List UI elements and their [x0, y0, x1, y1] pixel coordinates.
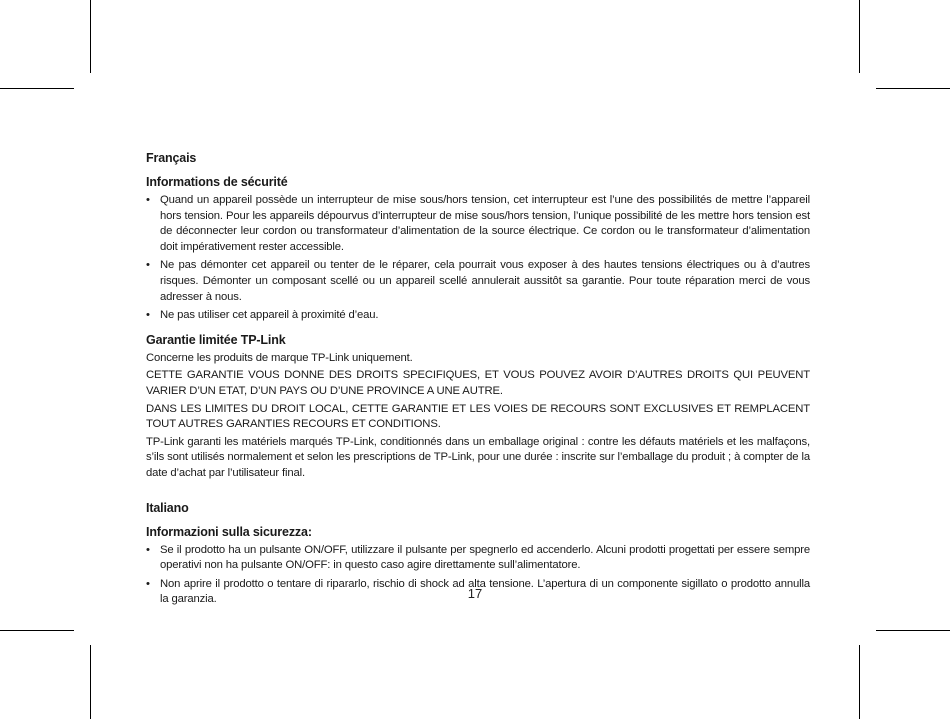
- bullet-icon: •: [146, 259, 150, 272]
- page-number: 17: [467, 586, 483, 601]
- safety-title-italiano: Informazioni sulla sicurezza:: [146, 524, 312, 539]
- bullet-icon: •: [146, 309, 150, 322]
- warranty-paragraph: TP-Link garanti les matériels marqués TP-Link, conditionnés dans un emballage original : contre les défauts matériels et les malfaçons, s’ils sont utilisés normalement et selon les prescriptions de TP-Link, pour une durée : inscrite sur l’emballage du produit ; à compter de la date d’achat par l’utilisateur final.: [146, 435, 810, 479]
- list-item: [146, 258, 810, 305]
- bullet-icon: •: [146, 543, 150, 556]
- list-item: [146, 543, 810, 574]
- section-heading-italiano: Italiano: [146, 500, 189, 515]
- crop-mark-top-right-vertical: [859, 0, 860, 73]
- section-heading-francais: Français: [146, 151, 197, 165]
- safety-title-francais: Informations de sécurité: [146, 175, 288, 189]
- crop-mark-bottom-left-horizontal: [0, 630, 74, 631]
- crop-mark-top-left-vertical: [90, 0, 91, 73]
- crop-mark-bottom-right-horizontal: [876, 630, 950, 631]
- warranty-paragraph: CETTE GARANTIE VOUS DONNE DES DROITS SPECIFIQUES, ET VOUS POUVEZ AVOIR D’AUTRES DROITS QUI PEUVENT VARIER D’UN ETAT, D’UN PAYS OU D’UNE PROVINCE A UNE AUTRE.: [146, 369, 810, 397]
- list-item: [146, 193, 810, 255]
- crop-mark-top-left-horizontal: [0, 88, 74, 89]
- crop-mark-top-right-horizontal: [876, 88, 950, 89]
- warranty-paragraph: DANS LES LIMITES DU DROIT LOCAL, CETTE GARANTIE ET LES VOIES DE RECOURS SONT EXCLUSIVES ET REMPLACENT TOUT AUTRES GARANTIES RECOURS ET CONDITIONS.: [146, 402, 810, 431]
- section-spacer: [146, 484, 810, 500]
- crop-mark-bottom-left-vertical: [90, 645, 91, 719]
- bullet-icon: •: [146, 194, 150, 206]
- warranty-paragraph: Concerne les produits de marque TP-Link uniquement.: [146, 351, 413, 364]
- list-item-text: Quand un appareil possède un interrupteur de mise sous/hors tension, cet interrupteur est l’une des possibilités de mettre l’appareil hors tension. Pour les appareils dépourvus d’interrupteur de mise sous/hors tension, l’unique possibilité de les mettre hors tension est de déconnecter leur cordon ou transformateur d’alimentation de la source électrique. Ce cordon ou le transformateur d’alimentation doit impérativement rester accessible.: [160, 194, 810, 253]
- list-item-text: Se il prodotto ha un pulsante ON/OFF, utilizzare il pulsante per spegnerlo ed accenderlo. Alcuni prodotti progettati per essere sempre operativi non ha pulsante ON/OFF: in questo caso agire direttamente sull’alimentatore.: [160, 543, 810, 572]
- list-item: [146, 308, 810, 324]
- list-item-text: Non aprire il prodotto o tentare di ripararlo, rischio di shock ad alta tensione. L’apertura di un componente sigillato o prodotto annulla la garanzia.: [160, 577, 810, 606]
- list-item-text: Ne pas utiliser cet appareil à proximité d’eau.: [160, 309, 379, 322]
- crop-mark-bottom-right-vertical: [859, 645, 860, 719]
- safety-list-francais: [146, 193, 810, 324]
- warranty-title-francais: Garantie limitée TP-Link: [146, 332, 286, 347]
- list-item-text: Ne pas démonter cet appareil ou tenter de le réparer, cela pourrait vous exposer à des hautes tensions électriques ou à d’autres risques. Démonter un composant scellé ou un appareil scellé annulerait aussitôt sa garantie. Pour toute réparation merci de vous adresser à nous.: [160, 259, 810, 303]
- page-content: [146, 150, 810, 611]
- bullet-icon: •: [146, 577, 150, 590]
